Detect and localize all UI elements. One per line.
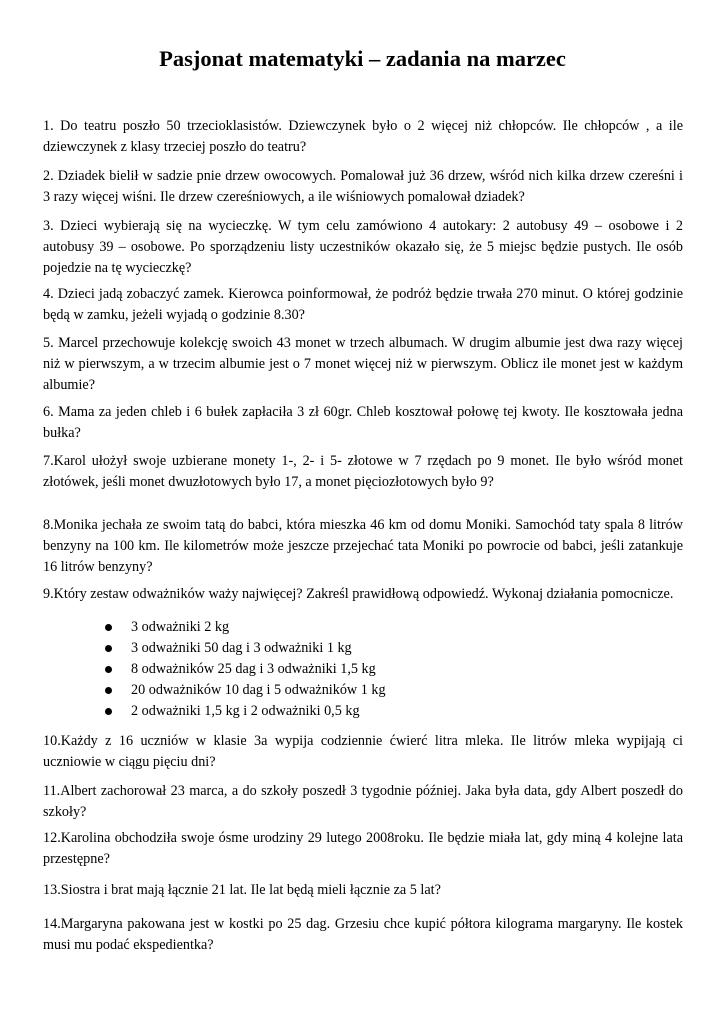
bullet-icon — [105, 624, 112, 631]
task-9-options — [105, 617, 386, 722]
task-6: 6. Mama za jeden chleb i 6 bułek zapłaciła 3 zł 60gr. Chleb kosztował połowę tej kwoty. Ile kosztowała jedna bułka? — [43, 404, 683, 441]
task-13: 13.Siostra i brat mają łącznie 21 lat. Ile lat będą mieli łącznie za 5 lat? — [43, 882, 441, 898]
option-text: 3 odważniki 2 kg — [131, 619, 230, 635]
task-3: 3. Dzieci wybierają się na wycieczkę. W tym celu zamówiono 4 autokary: 2 autobusy 49 – osobowe i 2 autobusy 39 – osobowe. Po sporządzeniu listy uczestników okazało się, że 5 miejsc będzie pustych. Ile osób pojedzie na tę wycieczkę? — [43, 218, 683, 276]
task-7: 7.Karol ułożył swoje uzbierane monety 1-, 2- i 5- złotowe w 7 rzędach po 9 monet. Ile było wśród monet złotówek, jeśli monet dwuzłotowych było 17, a monet pięciozłotowych było 9? — [43, 453, 683, 490]
option-text: 8 odważników 25 dag i 3 odważniki 1,5 kg — [131, 661, 376, 677]
bullet-icon — [105, 708, 112, 715]
list-item — [105, 659, 386, 680]
task-1: 1. Do teatru poszło 50 trzecioklasistów. Dziewczynek było o 2 więcej niż chłopców. Ile chłopców , a ile dziewczynek z klasy trzeciej poszło do teatru? — [43, 118, 683, 155]
task-14: 14.Margaryna pakowana jest w kostki po 25 dag. Grzesiu chce kupić półtora kilograma margaryny. Ile kostek musi mu podać ekspedientka? — [43, 916, 683, 953]
task-12: 12.Karolina obchodziła swoje ósme urodziny 29 lutego 2008roku. Ile będzie miała lat, gdy miną 4 kolejne lata przestępne? — [43, 830, 683, 867]
task-10: 10.Każdy z 16 uczniów w klasie 3a wypija codziennie ćwierć litra mleka. Ile litrów mleka wypijają ci uczniowie w ciągu pięciu dni? — [43, 733, 683, 770]
bullet-icon — [105, 645, 112, 652]
page-title: Pasjonat matematyki – zadania na marzec — [159, 46, 566, 71]
list-item — [105, 701, 386, 722]
task-9: 9.Który zestaw odważników waży najwięcej? Zakreśl prawidłową odpowiedź. Wykonaj działania pomocnicze. — [43, 586, 674, 602]
task-2: 2. Dziadek bielił w sadzie pnie drzew owocowych. Pomalował już 36 drzew, wśród nich kilka drzew czereśni i 3 razy więcej wiśni. Ile drzew czereśniowych, a ile wiśniowych pomalował dziadek? — [43, 168, 683, 205]
task-4: 4. Dzieci jadą zobaczyć zamek. Kierowca poinformował, że podróż będzie trwała 270 minut. O której godzinie będą w zamku, jeżeli wyjadą o godzinie 8.30? — [43, 286, 683, 323]
option-text: 3 odważniki 50 dag i 3 odważniki 1 kg — [131, 640, 352, 656]
task-11: 11.Albert zachorował 23 marca, a do szkoły poszedł 3 tygodnie później. Jaka była data, gdy Albert poszedł do szkoły? — [43, 783, 683, 820]
list-item — [105, 638, 386, 659]
option-text: 20 odważników 10 dag i 5 odważników 1 kg — [131, 682, 386, 698]
bullet-icon — [105, 687, 112, 694]
task-8: 8.Monika jechała ze swoim tatą do babci, która mieszka 46 km od domu Moniki. Samochód taty spala 8 litrów benzyny na 100 km. Ile kilometrów może jeszcze przejechać tata Moniki po powrocie od babci, jeśli zatankuje 16 litrów benzyny? — [43, 517, 683, 575]
option-text: 2 odważniki 1,5 kg i 2 odważniki 0,5 kg — [131, 703, 360, 719]
list-item — [105, 617, 386, 638]
list-item — [105, 680, 386, 701]
bullet-icon — [105, 666, 112, 673]
task-5: 5. Marcel przechowuje kolekcję swoich 43 monet w trzech albumach. W drugim albumie jest dwa razy więcej niż w pierwszym, a w trzecim albumie jest o 7 monet więcej niż w pierwszym. Oblicz ile monet jest w każdym albumie? — [43, 335, 683, 393]
